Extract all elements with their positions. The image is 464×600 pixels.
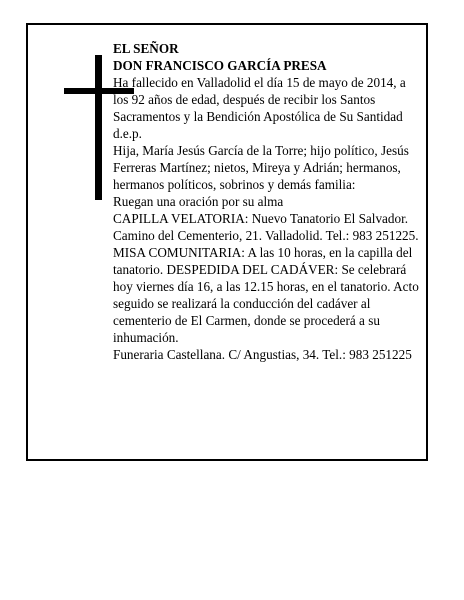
notice-text bbox=[113, 40, 421, 363]
mass-and-farewell-info: MISA COMUNITARIA: A las 10 horas, en la capilla del tanatorio. DESPEDIDA DEL CADÁVER: Se celebrará hoy viernes día 16, a las 12.15 horas, en el tanatorio. Acto seguido se realizará la conducción del cadáver al cementerio de El Carmen, donde se procederá a su inhumación. bbox=[113, 245, 419, 345]
family-list: Hija, María Jesús García de la Torre; hijo político, Jesús Ferreras Martínez; nietos, Mireya y Adrián; hermanos, hermanos políticos, sobrinos y demás familia: bbox=[113, 143, 409, 192]
funeral-home-info: Funeraria Castellana. C/ Angustias, 34. Tel.: 983 251225 bbox=[113, 347, 412, 362]
deceased-name: DON FRANCISCO GARCÍA PRESA bbox=[113, 58, 327, 73]
death-announcement: Ha fallecido en Valladolid el día 15 de mayo de 2014, a los 92 años de edad, después de recibir los Santos Sacramentos y la Bendición Apostólica de Su Santidad d.e.p. bbox=[113, 75, 406, 141]
obituary-notice bbox=[26, 23, 428, 461]
wake-chapel-info: CAPILLA VELATORIA: Nuevo Tanatorio El Salvador. Camino del Cementerio, 21. Valladolid. Tel.: 983 251225. bbox=[113, 211, 419, 243]
cross-vertical-bar bbox=[95, 55, 102, 200]
notice-title-line1: EL SEÑOR bbox=[113, 41, 179, 56]
prayer-request: Ruegan una oración por su alma bbox=[113, 194, 284, 209]
